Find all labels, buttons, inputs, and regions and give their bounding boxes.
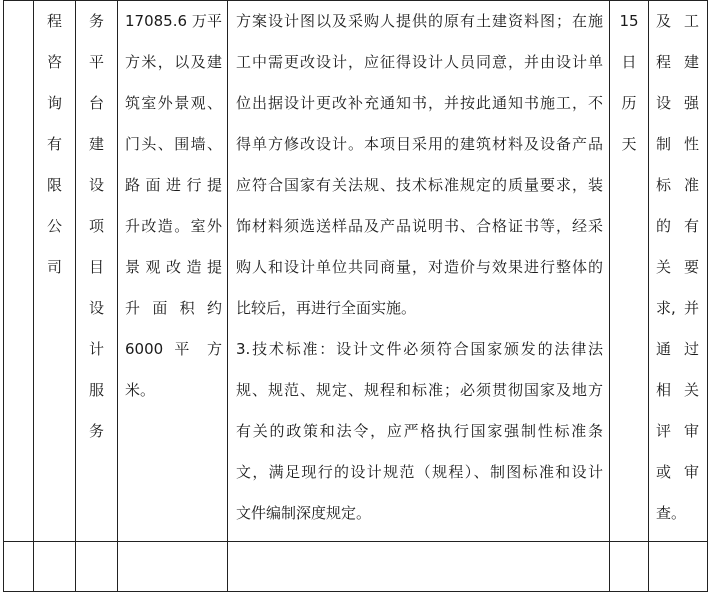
text-line: 方案设计图以及采购人提供的原有土建资料图；在施 bbox=[236, 12, 603, 30]
text-char: 相 bbox=[656, 381, 672, 399]
text-char: 程 bbox=[656, 53, 672, 71]
empty-cell bbox=[649, 542, 708, 592]
text-char: 项 bbox=[88, 217, 104, 235]
scope-cell bbox=[118, 1, 228, 542]
text-char: 审 bbox=[683, 463, 699, 481]
text-line: 文，满足现行的设计规范（规程）、制图标准和设计 bbox=[236, 463, 603, 481]
text-line: 升 面 积 约 bbox=[125, 299, 222, 317]
text-line: 景观改造提 bbox=[125, 258, 222, 276]
text-char: 准 bbox=[683, 176, 699, 194]
text-line: 米。 bbox=[125, 381, 156, 399]
company-name bbox=[34, 1, 75, 288]
text-char: 平 bbox=[88, 53, 104, 71]
text-line: 方米，以及建 bbox=[125, 53, 222, 71]
empty-cell bbox=[4, 542, 34, 592]
text-char: 限 bbox=[46, 176, 62, 194]
empty-cell bbox=[118, 542, 228, 592]
text-line: 比较后，再进行全面实施。 bbox=[236, 299, 417, 317]
text-line bbox=[649, 452, 707, 493]
text-char: 评 bbox=[656, 422, 672, 440]
text-char: 司 bbox=[46, 258, 62, 276]
text-char: 设 bbox=[88, 176, 104, 194]
requirements-text bbox=[228, 1, 609, 534]
text-line bbox=[649, 247, 707, 288]
text-char: 强 bbox=[683, 94, 699, 112]
text-char: 天 bbox=[621, 135, 637, 153]
text-char: 15 bbox=[619, 12, 639, 30]
text-char: 性 bbox=[683, 135, 699, 153]
text-line bbox=[649, 288, 707, 329]
text-char: 设 bbox=[88, 299, 104, 317]
company-cell bbox=[34, 1, 76, 542]
text-line: 筑室外景观、 bbox=[125, 94, 222, 112]
scope-text bbox=[118, 1, 227, 411]
text-line bbox=[649, 124, 707, 165]
text-line: 3.技术标准：设计文件必须符合国家颁发的法律法 bbox=[236, 340, 603, 358]
service-period bbox=[610, 1, 648, 165]
text-line: 应符合国家有关法规、技术标准规定的质量要求，装 bbox=[236, 176, 603, 194]
text-line bbox=[649, 329, 707, 370]
text-line: 文件编制深度规定。 bbox=[236, 504, 372, 522]
period-cell bbox=[610, 1, 649, 542]
text-line: 购人和设计单位共同商量，对造价与效果进行整体的 bbox=[236, 258, 603, 276]
procurement-table bbox=[3, 0, 708, 592]
text-line: 工中需更改设计，应征得设计人员同意，并由设计单 bbox=[236, 53, 603, 71]
text-char: 历 bbox=[621, 94, 637, 112]
text-line bbox=[649, 1, 707, 42]
standard-cell bbox=[649, 1, 708, 542]
text-char: 及 bbox=[656, 12, 672, 30]
service-cell bbox=[76, 1, 118, 542]
text-line bbox=[649, 165, 707, 206]
text-char: 建 bbox=[683, 53, 699, 71]
text-line: 升改造。室外 bbox=[125, 217, 222, 235]
text-char: 审 bbox=[683, 422, 699, 440]
text-line: 得单方修改设计。本项目采用的建筑材料及设备产品 bbox=[236, 135, 603, 153]
text-line: 有关的政策和法令，应严格执行国家强制性标准条 bbox=[236, 422, 603, 440]
text-char: 目 bbox=[88, 258, 104, 276]
text-line: 17085.6 万平 bbox=[125, 12, 222, 30]
text-char: 台 bbox=[88, 94, 104, 112]
text-line bbox=[649, 493, 707, 534]
empty-cell bbox=[76, 542, 118, 592]
text-char: 求, bbox=[656, 299, 676, 317]
text-char: 日 bbox=[621, 53, 637, 71]
text-char: 标 bbox=[656, 176, 672, 194]
text-line bbox=[649, 370, 707, 411]
text-line: 门头、围墙、 bbox=[125, 135, 222, 153]
text-char: 并 bbox=[683, 299, 699, 317]
text-char: 的 bbox=[656, 217, 672, 235]
text-line: 规、规范、规定、规程和标准；必须贯彻国家及地方 bbox=[236, 381, 603, 399]
text-char: 过 bbox=[683, 340, 699, 358]
text-char: 有 bbox=[46, 135, 62, 153]
text-line: 位出据设计更改补充通知书，并按此通知书施工，不 bbox=[236, 94, 603, 112]
text-char: 服 bbox=[88, 381, 104, 399]
text-line bbox=[649, 83, 707, 124]
acceptance-standard bbox=[649, 1, 707, 534]
text-char: 建 bbox=[88, 135, 104, 153]
empty-cell bbox=[228, 542, 610, 592]
table-row bbox=[4, 542, 708, 592]
text-char: 询 bbox=[46, 94, 62, 112]
text-char: 务 bbox=[88, 12, 104, 30]
text-line: 路面进行提 bbox=[125, 176, 222, 194]
text-char: 或 bbox=[656, 463, 672, 481]
text-line: 6000 平 方 bbox=[125, 340, 222, 358]
index-cell bbox=[4, 1, 34, 542]
text-char: 设 bbox=[656, 94, 672, 112]
text-char: 制 bbox=[656, 135, 672, 153]
text-line: 饰材料须选送样品及产品说明书、合格证书等，经采 bbox=[236, 217, 603, 235]
text-char: 关 bbox=[683, 381, 699, 399]
text-char: 有 bbox=[683, 217, 699, 235]
empty-cell bbox=[610, 542, 649, 592]
requirements-cell bbox=[228, 1, 610, 542]
text-line bbox=[649, 411, 707, 452]
text-char: 务 bbox=[88, 422, 104, 440]
text-char: 工 bbox=[683, 12, 699, 30]
text-char: 查。 bbox=[656, 504, 687, 522]
text-char: 程 bbox=[46, 12, 62, 30]
service-name bbox=[76, 1, 117, 452]
empty-cell bbox=[34, 542, 76, 592]
table-row bbox=[4, 1, 708, 542]
text-line bbox=[649, 42, 707, 83]
text-char: 要 bbox=[683, 258, 699, 276]
text-char: 公 bbox=[46, 217, 62, 235]
text-char: 咨 bbox=[46, 53, 62, 71]
text-char: 通 bbox=[656, 340, 672, 358]
text-char: 计 bbox=[88, 340, 104, 358]
text-line bbox=[649, 206, 707, 247]
text-char: 关 bbox=[656, 258, 672, 276]
